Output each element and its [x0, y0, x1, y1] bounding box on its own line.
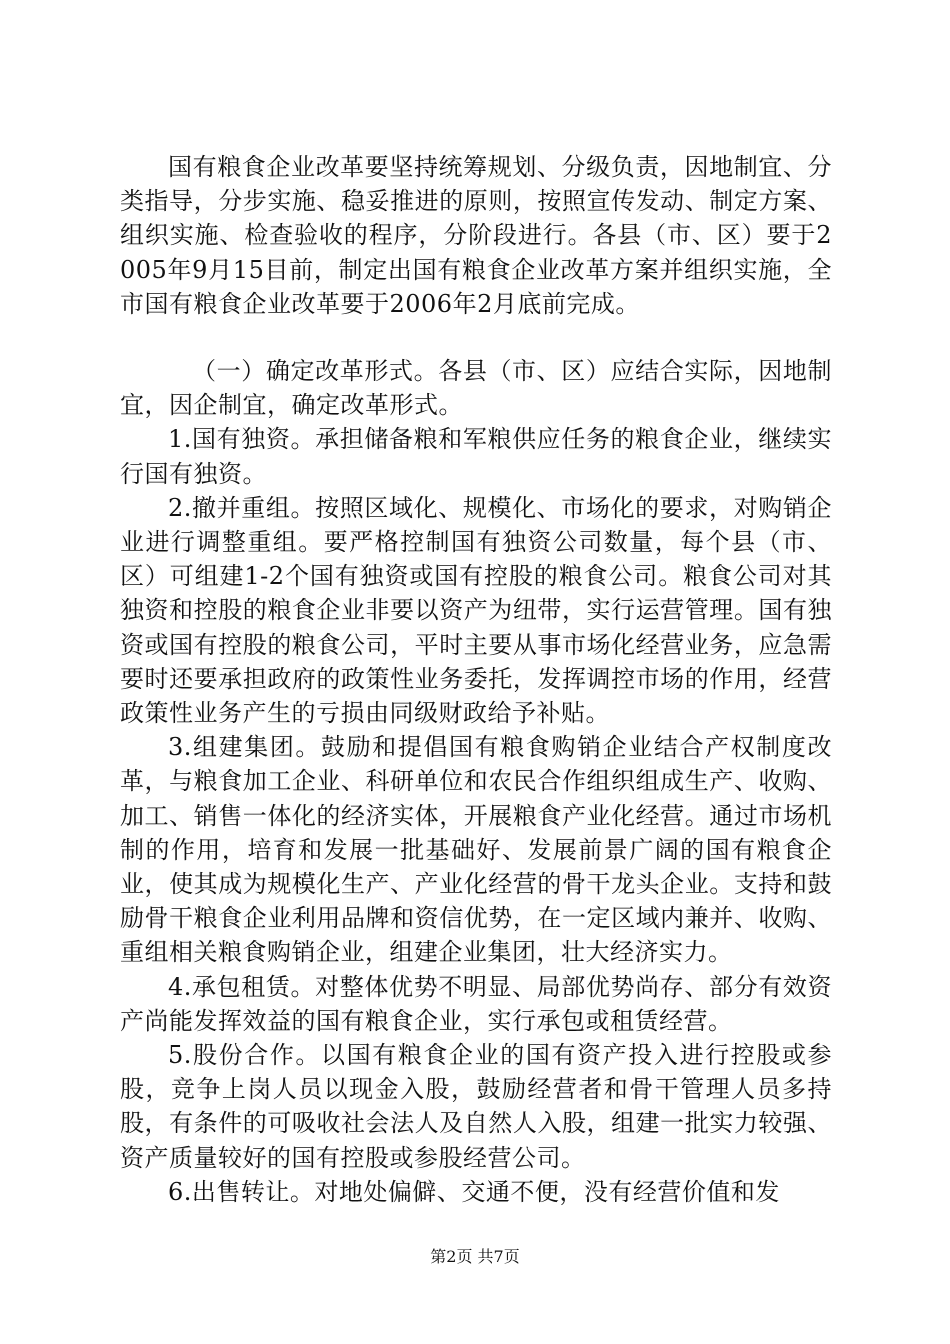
- paragraph-item-3: 3.组建集团。鼓励和提倡国有粮食购销企业结合产权制度改革，与粮食加工企业、科研单位和农民合作组织组成生产、收购、加工、销售一体化的经济实体，开展粮食产业化经营。通过市场机制的作用，培育和发展一批基础好、发展前景广阔的国有粮食企业，使其成为规模化生产、产业化经营的骨干龙头企业。支持和鼓励骨干粮食企业利用品牌和资信优势，在一定区域内兼并、收购、重组相关粮食购销企业，组建企业集团，壮大经济实力。: [120, 733, 832, 967]
- paragraph-item-2: 2.撤并重组。按照区域化、规模化、市场化的要求，对购销企业进行调整重组。要严格控制国有独资公司数量，每个县（市、区）可组建1-2个国有独资或国有控股的粮食公司。粮食公司对其独资和控股的粮食企业非要以资产为纽带，实行运营管理。国有独资或国有控股的粮食公司，平时主要从事市场化经营业务，应急需要时还要承担政府的政策性业务委托，发挥调控市场的作用，经营政策性业务产生的亏损由同级财政给予补贴。: [120, 493, 832, 728]
- document-body: [120, 150, 832, 1209]
- paragraph-item-5: 5.股份合作。以国有粮食企业的国有资产投入进行控股或参股，竞争上岗人员以现金入股，鼓励经营者和骨干管理人员多持股，有条件的可吸收社会法人及自然人入股，组建一批实力较强、资产质量较好的国有控股或参股经营公司。: [120, 1041, 832, 1172]
- paragraph-item-4: 4.承包租赁。对整体优势不明显、局部优势尚存、部分有效资产尚能发挥效益的国有粮食企业，实行承包或租赁经营。: [120, 972, 832, 1035]
- section-heading-reform-forms: （一）确定改革形式。各县（市、区）应结合实际，因地制宜，因企制宜，确定改革形式。: [120, 357, 832, 420]
- page-footer: 第2页 共7页: [430, 1247, 520, 1266]
- paragraph-reform-principles: 国有粮食企业改革要坚持统筹规划、分级负责，因地制宜、分类指导，分步实施、稳妥推进的原则，按照宣传发动、制定方案、组织实施、检查验收的程序，分阶段进行。各县（市、区）要于2005年9月15目前，制定出国有粮食企业改革方案并组织实施，全市国有粮食企业改革要于2006年2月底前完成。: [120, 153, 832, 318]
- paragraph-item-1: 1.国有独资。承担储备粮和军粮供应任务的粮食企业，继续实行国有独资。: [120, 425, 832, 488]
- paragraph-item-6: 6.出售转让。对地处偏僻、交通不便，没有经营价值和发: [168, 1177, 780, 1206]
